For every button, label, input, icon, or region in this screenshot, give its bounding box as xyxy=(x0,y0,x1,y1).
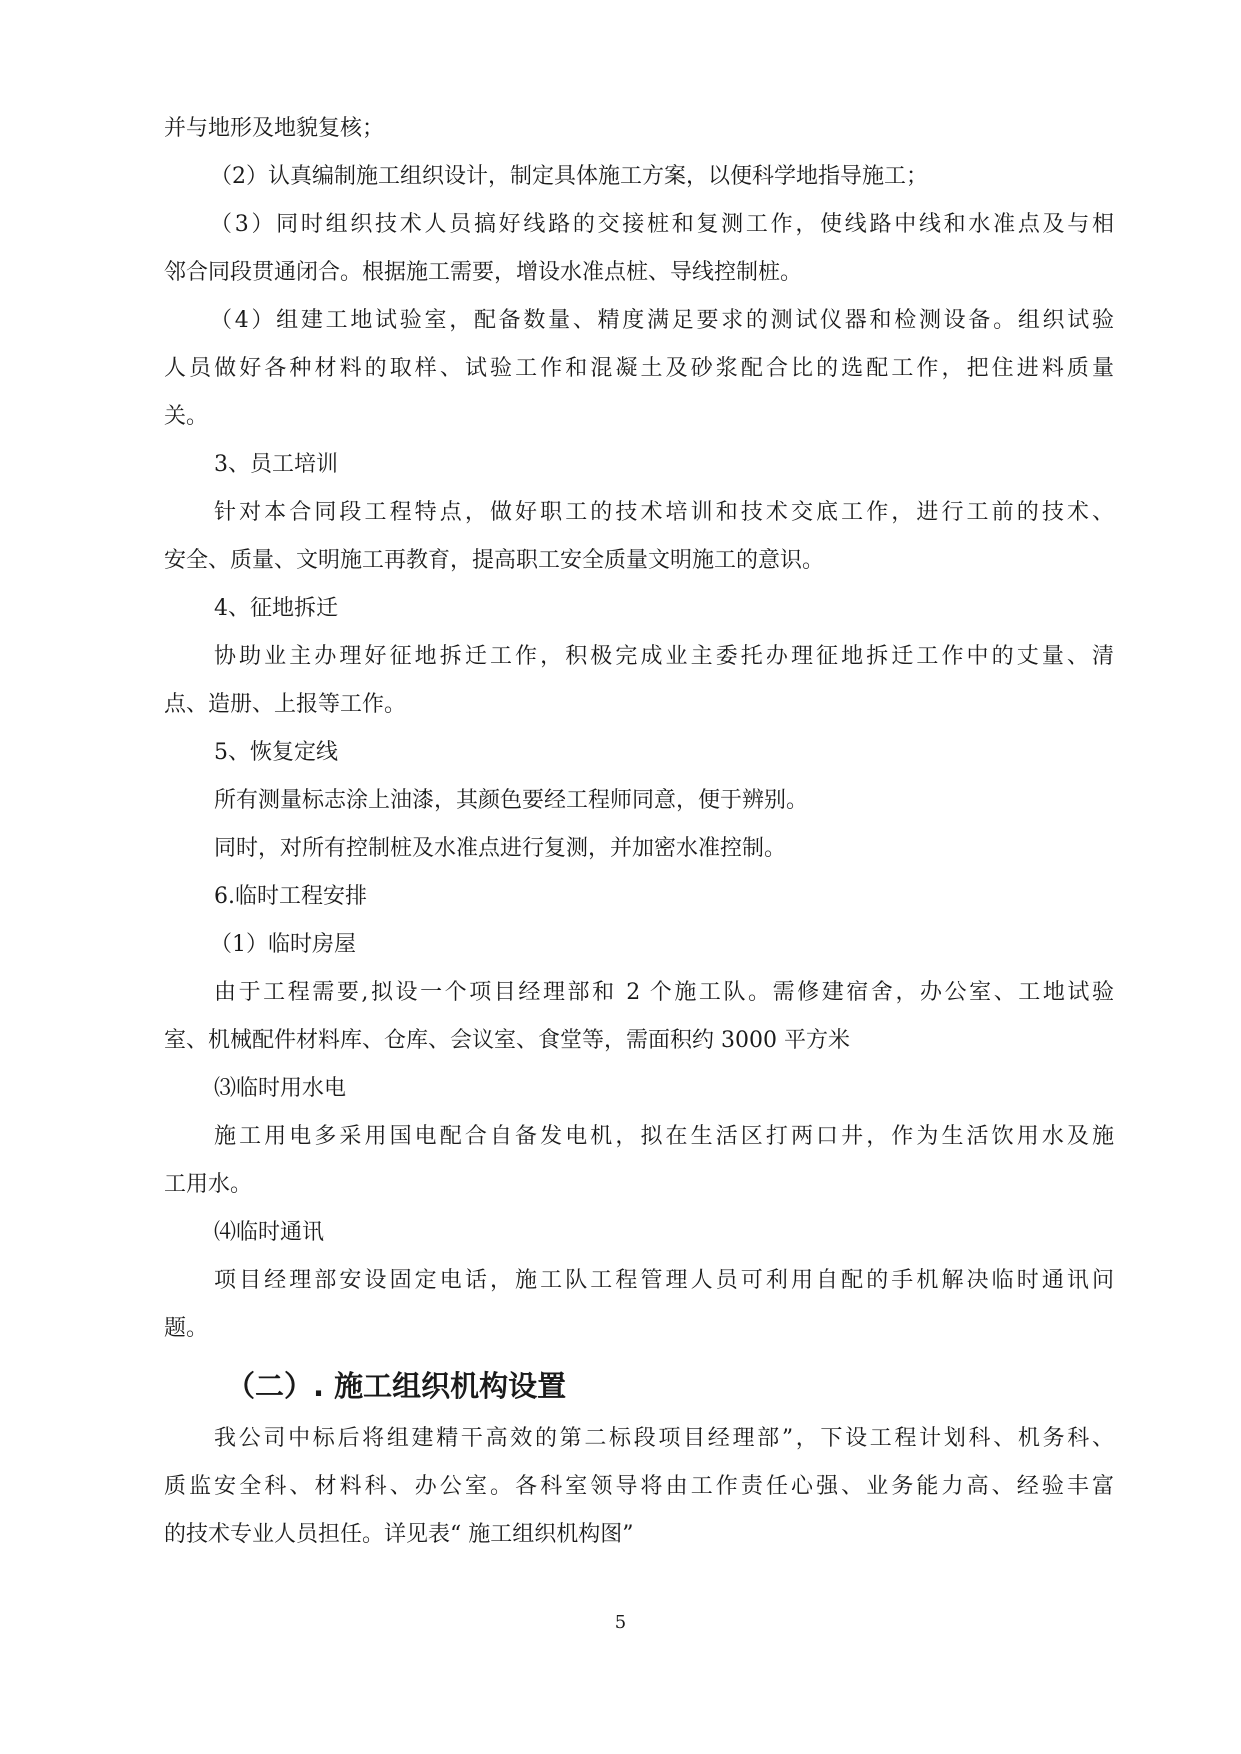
paragraph-line: 施工用电多采用国电配合自备发电机，拟在生活区打两口井，作为生活饮用水及施 xyxy=(214,1124,1114,1149)
paragraph-line: 项目经理部安设固定电话，施工队工程管理人员可利用自配的手机解决临时通讯问 xyxy=(214,1268,1114,1293)
subsection-heading-1: （1）临时房屋 xyxy=(210,932,356,957)
paragraph-line: 人员做好各种材料的取样、试验工作和混凝土及砂浆配合比的选配工作，把住进料质量 xyxy=(164,356,1114,381)
paragraph-line: 所有测量标志涂上油漆，其颜色要经工程师同意，便于辨别。 xyxy=(214,788,809,813)
section-heading-4: 4、征地拆迁 xyxy=(214,596,338,621)
paragraph-line: 工用水。 xyxy=(164,1172,253,1197)
paragraph-line: 同时，对所有控制桩及水准点进行复测，并加密水准控制。 xyxy=(214,836,787,861)
paragraph-line: 针对本合同段工程特点，做好职工的技术培训和技术交底工作，进行工前的技术、 xyxy=(214,500,1114,525)
list-item-2: （2）认真编制施工组织设计，制定具体施工方案，以便科学地指导施工； xyxy=(210,164,928,189)
paragraph-line: 协助业主办理好征地拆迁工作，积极完成业主委托办理征地拆迁工作中的丈量、清 xyxy=(214,644,1114,669)
paragraph-line: 关。 xyxy=(164,404,209,429)
subsection-heading-3: ⑶临时用水电 xyxy=(214,1076,347,1101)
paragraph-line: 邻合同段贯通闭合。根据施工需要，增设水准点桩、导线控制桩。 xyxy=(164,260,803,285)
paragraph-line: 质监安全科、材料科、办公室。各科室领导将由工作责任心强、业务能力高、经验丰富 xyxy=(164,1474,1114,1499)
section-title: （二）. 施工组织机构设置 xyxy=(226,1369,567,1403)
page-number: 5 xyxy=(614,1612,627,1633)
paragraph-line: 点、造册、上报等工作。 xyxy=(164,692,407,717)
list-item-4: （4）组建工地试验室，配备数量、精度满足要求的测试仪器和检测设备。组织试验 xyxy=(210,308,1114,333)
paragraph-line: 的技术专业人员担任。详见表“ 施工组织机构图” xyxy=(164,1522,634,1547)
subsection-heading-4: ⑷临时通讯 xyxy=(214,1220,325,1245)
paragraph-line: 题。 xyxy=(164,1316,209,1341)
paragraph-line: 安全、质量、文明施工再教育，提高职工安全质量文明施工的意识。 xyxy=(164,548,825,573)
section-heading-3: 3、员工培训 xyxy=(214,452,338,477)
paragraph-line: 我公司中标后将组建精干高效的第二标段项目经理部”，下设工程计划科、机务科、 xyxy=(214,1426,1114,1451)
document-body xyxy=(164,114,1114,1550)
paragraph-line: 由于工程需要,拟设一个项目经理部和 2 个施工队。需修建宿舍，办公室、工地试验 xyxy=(214,980,1114,1005)
list-item-3: （3）同时组织技术人员搞好线路的交接桩和复测工作，使线路中线和水准点及与相 xyxy=(210,212,1114,237)
section-heading-5: 5、恢复定线 xyxy=(214,740,338,765)
section-heading-6: 6.临时工程安排 xyxy=(214,884,367,909)
paragraph-line: 并与地形及地貌复核； xyxy=(164,116,385,141)
paragraph-line: 室、机械配件材料库、仓库、会议室、食堂等，需面积约 3000 平方米 xyxy=(164,1028,850,1053)
